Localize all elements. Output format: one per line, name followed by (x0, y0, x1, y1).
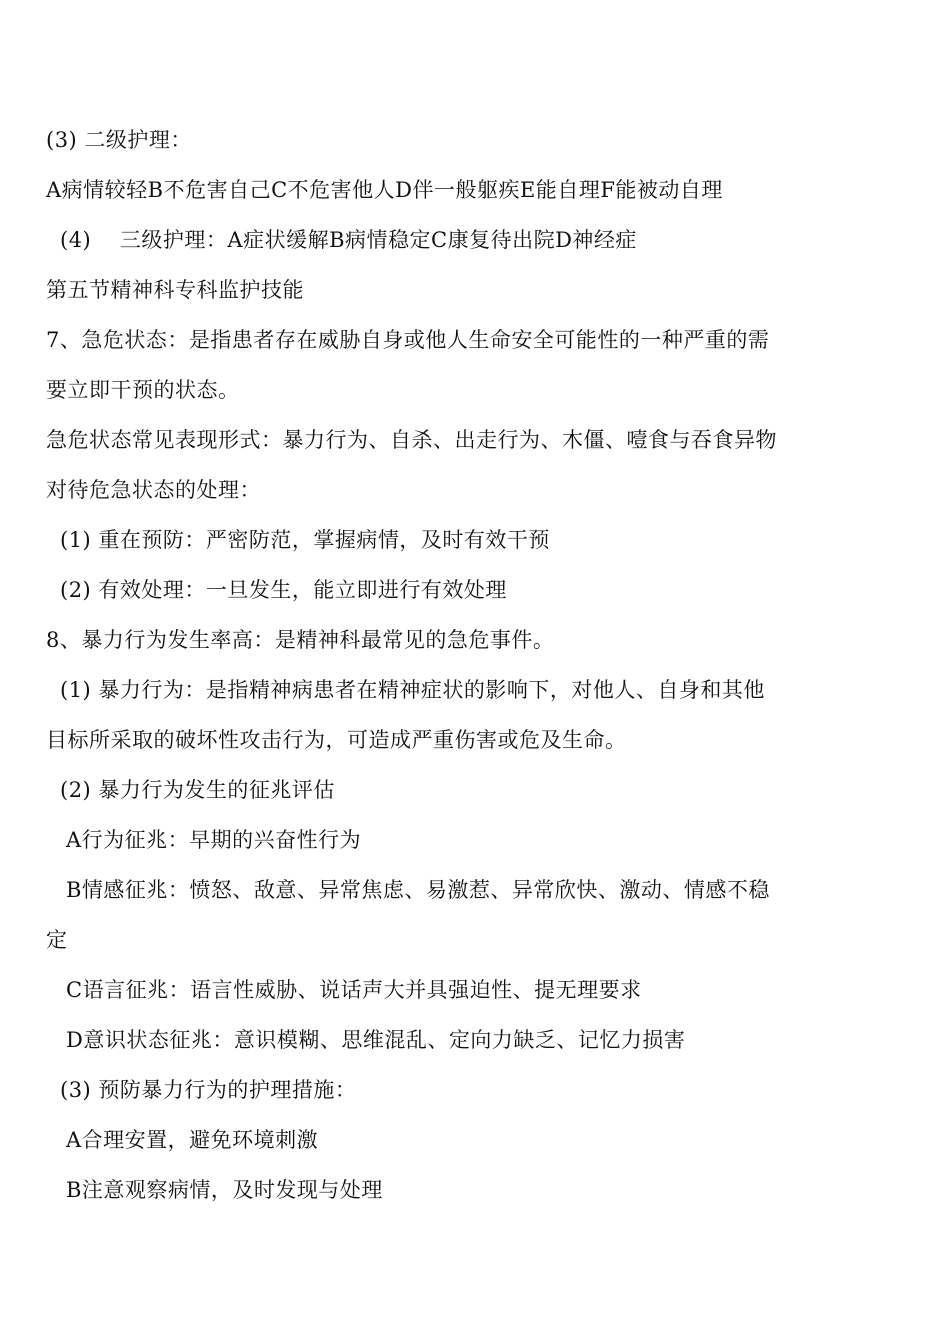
text-line: (3) 二级护理： (46, 128, 192, 152)
text-line: (2) 暴力行为发生的征兆评估 (60, 778, 335, 802)
text-line: 7、急危状态：是指患者存在威胁自身或他人生命安全可能性的一种严重的需 (46, 328, 770, 352)
text-line: 急危状态常见表现形式：暴力行为、自杀、出走行为、木僵、噎食与吞食异物 (46, 428, 777, 452)
text-line: B注意观察病情，及时发现与处理 (66, 1178, 383, 1202)
text-line: A病情较轻B不危害自己C不危害他人D伴一般躯疾E能自理F能被动自理 (46, 178, 723, 202)
text-line: A合理安置，避免环境刺激 (66, 1128, 319, 1152)
text-line: A行为征兆：早期的兴奋性行为 (66, 828, 362, 852)
text-line: (4) 三级护理：A症状缓解B病情稳定C康复待出院D神经症 (60, 228, 637, 252)
text-line: B情感征兆：愤怒、敌意、异常焦虑、易激惹、异常欣快、激动、情感不稳 (66, 878, 770, 902)
text-line: 对待危急状态的处理： (46, 478, 261, 502)
text-line: D意识状态征兆：意识模糊、思维混乱、定向力缺乏、记忆力损害 (66, 1028, 686, 1052)
text-line: 8、暴力行为发生率高：是精神科最常见的急危事件。 (46, 628, 555, 652)
text-line: 定 (46, 928, 68, 952)
text-line: C语言征兆：语言性威胁、说话声大并具强迫性、提无理要求 (66, 978, 642, 1002)
section-heading: 第五节精神科专科监护技能 (46, 278, 304, 302)
text-line: 要立即干预的状态。 (46, 378, 240, 402)
text-line: (2) 有效处理：一旦发生，能立即进行有效处理 (60, 578, 507, 602)
text-line: (1) 重在预防：严密防范，掌握病情，及时有效干预 (60, 528, 550, 552)
text-line: 目标所采取的破坏性攻击行为，可造成严重伤害或危及生命。 (46, 728, 627, 752)
text-line: (1) 暴力行为：是指精神病患者在精神症状的影响下，对他人、自身和其他 (60, 678, 765, 702)
text-line: (3) 预防暴力行为的护理措施： (60, 1078, 357, 1102)
